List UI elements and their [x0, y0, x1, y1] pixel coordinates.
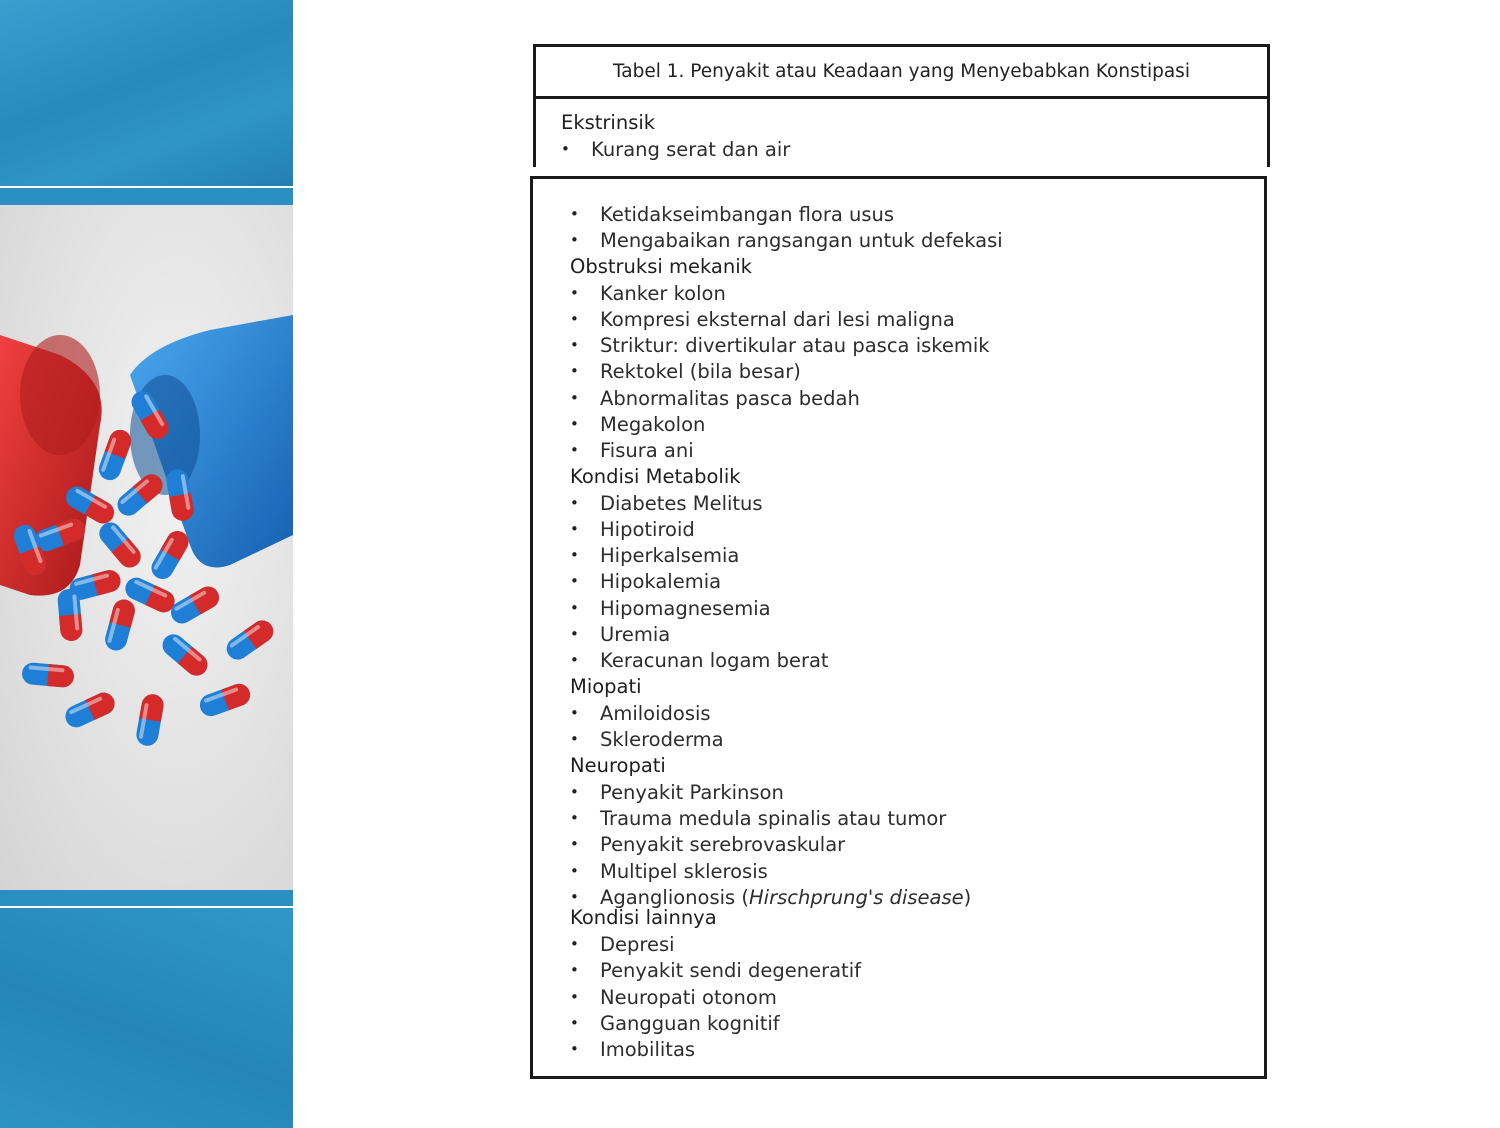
sidebar-decoration [0, 0, 293, 1128]
table-title-text: Tabel 1. Penyakit atau Keadaan yang Menyebabkan Konstipasi [613, 61, 1190, 82]
list-item: • Neuropati otonom [570, 986, 777, 1009]
list-item: • Mengabaikan rangsangan untuk defekasi [570, 229, 1003, 252]
list-item: • Megakolon [570, 413, 706, 436]
category-heading: Kondisi lainnya [570, 906, 717, 929]
list-item: • Skleroderma [570, 728, 724, 751]
blue-band-bottom [0, 908, 293, 1128]
list-item: • Multipel sklerosis [570, 860, 768, 883]
list-item: • Hipokalemia [570, 570, 722, 593]
list-item: • Fisura ani [570, 439, 694, 462]
table-section-ekstrinsik-top [533, 96, 1270, 167]
list-item: • Kanker kolon [570, 282, 726, 305]
list-item: • Hipotiroid [570, 518, 695, 541]
list-item: • Depresi [570, 933, 675, 956]
list-item: • Kompresi eksternal dari lesi maligna [570, 308, 955, 331]
blue-strip [0, 890, 293, 906]
list-item: • Gangguan kognitif [570, 1012, 780, 1035]
list-item: • Rektokel (bila besar) [570, 360, 801, 383]
blue-strip [0, 188, 293, 205]
list-item: • Hipomagnesemia [570, 597, 771, 620]
category-heading: Neuropati [570, 754, 666, 777]
list-item: • Imobilitas [570, 1038, 696, 1061]
pills-photo [0, 205, 293, 890]
category-heading: Kondisi Metabolik [570, 465, 741, 488]
list-item: • Amiloidosis [570, 702, 711, 725]
table-title [533, 44, 1270, 99]
list-item: • Kurang serat dan air [561, 138, 791, 161]
list-item: • Ketidakseimbangan flora usus [570, 203, 895, 226]
list-item: • Keracunan logam berat [570, 649, 829, 672]
list-item: • Striktur: divertikular atau pasca iskemik [570, 334, 990, 357]
list-item: • Penyakit serebrovaskular [570, 833, 846, 856]
list-item: • Abnormalitas pasca bedah [570, 387, 860, 410]
category-heading: Obstruksi mekanik [570, 255, 752, 278]
list-item: • Diabetes Melitus [570, 492, 763, 515]
list-item: • Aganglionosis (Hirschprung's disease) [570, 886, 972, 909]
list-item: • Uremia [570, 623, 671, 646]
list-item: • Penyakit sendi degeneratif [570, 959, 861, 982]
list-item: • Hiperkalsemia [570, 544, 740, 567]
list-item: • Penyakit Parkinson [570, 781, 784, 804]
category-heading: Ekstrinsik [561, 111, 656, 134]
blue-band-top [0, 0, 293, 186]
table-body [530, 176, 1267, 1079]
list-item: • Trauma medula spinalis atau tumor [570, 807, 947, 830]
category-heading: Miopati [570, 675, 642, 698]
